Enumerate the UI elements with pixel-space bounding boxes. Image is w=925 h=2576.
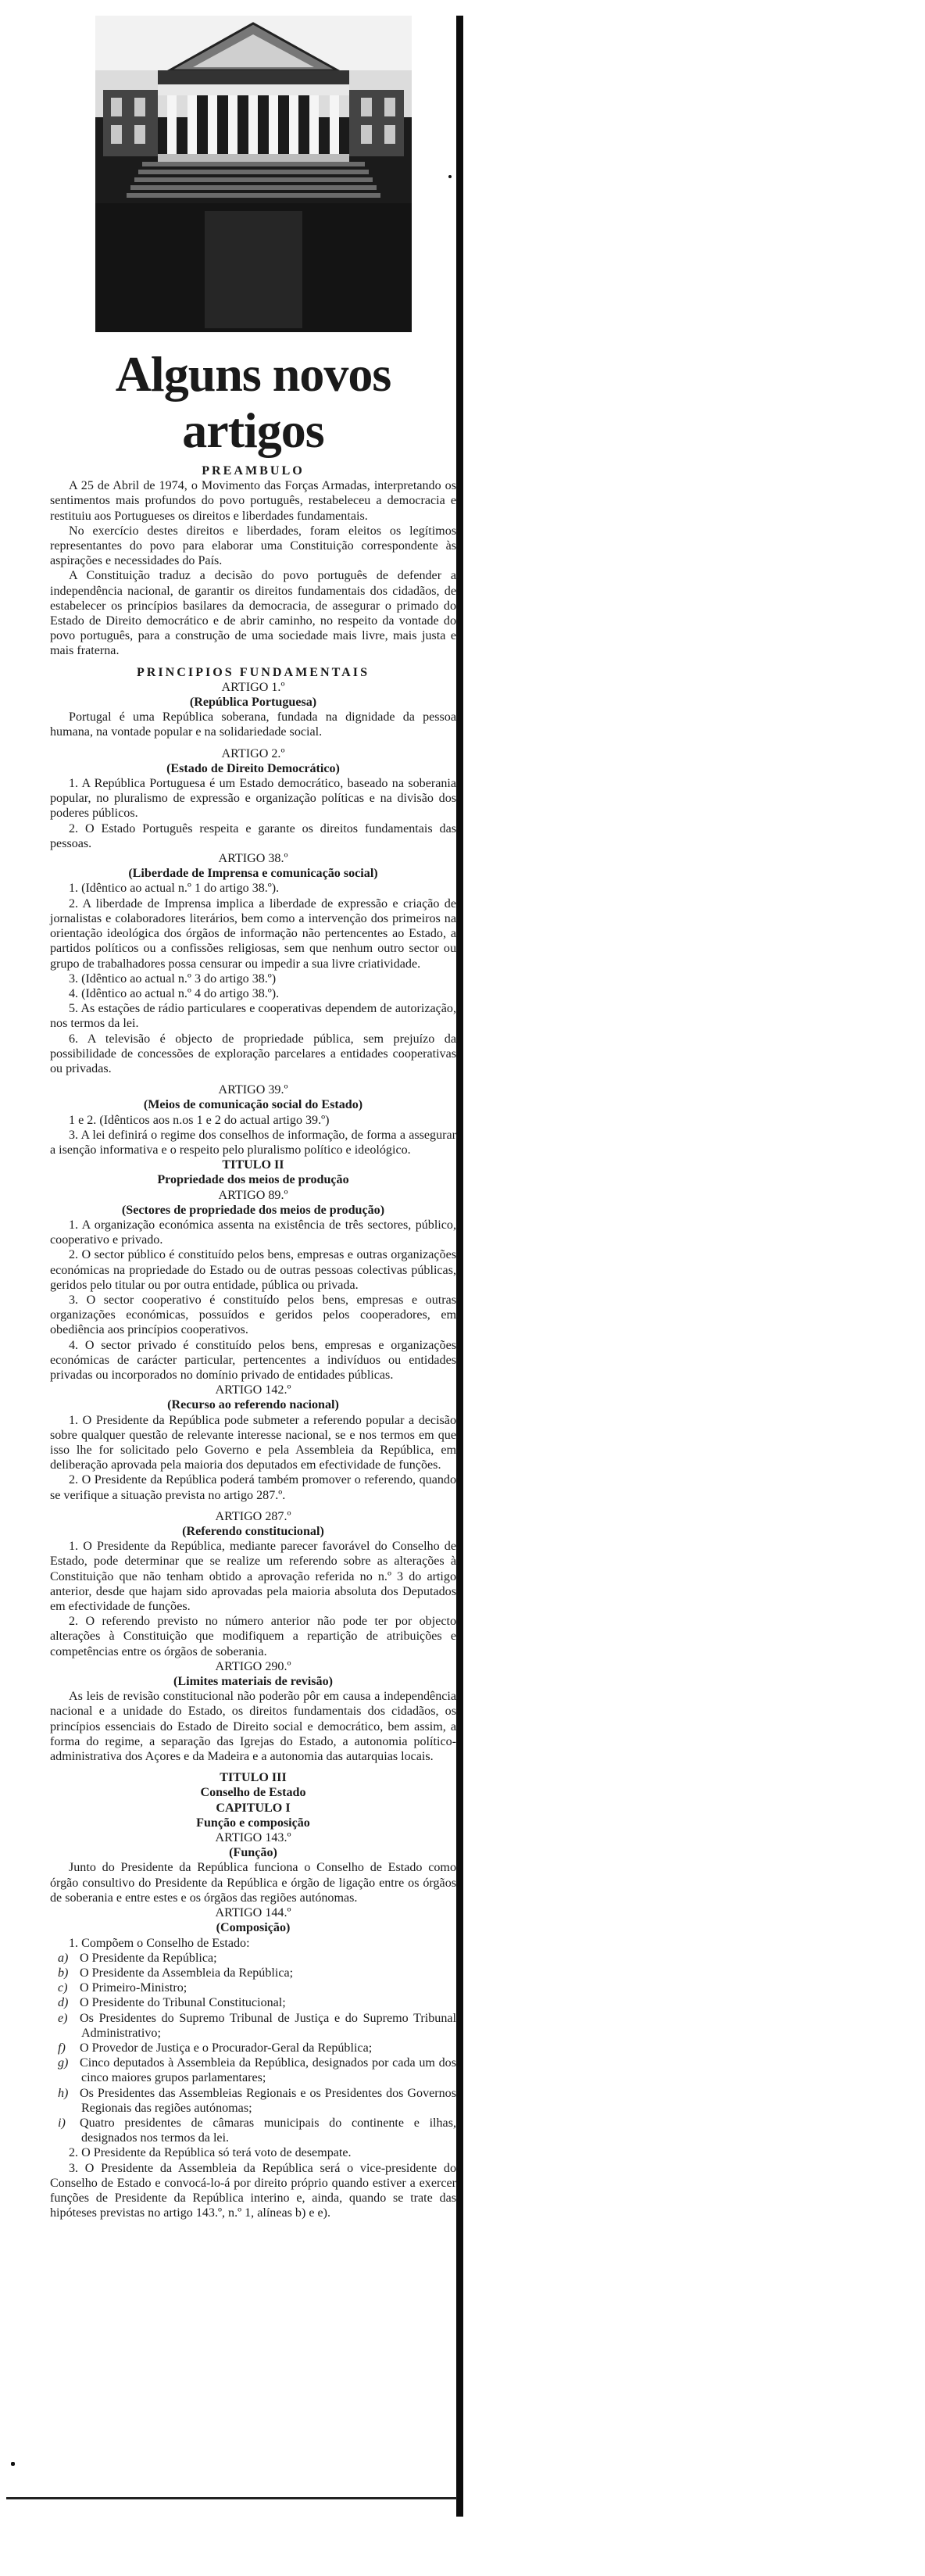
chapter-heading: CAPITULO I [216, 1801, 291, 1815]
paragraph: 2. O referendo previsto no número anterior não pode ter por objecto alterações à Constituição que modifiquem a repartição de atribuições e competências entre os órgãos de soberania. [50, 1615, 456, 1658]
paragraph: A 25 de Abril de 1974, o Movimento das Forças Armadas, interpretando os sentimentos mais profundos do povo português, restabeleceu a democracia e restituiu aos Portugueses os direitos e liberdades fundamentais. [50, 479, 456, 523]
paragraph: 2. A liberdade de Imprensa implica a liberdade de expressão e criação de jornalistas e colaboradores literários, bem como a intervenção dos primeiros na orientação ideológica dos órgãos de informação não pertencentes ao Estado, a partidos políticos ou a confissões religiosas, sem que nenhum outro sector ou grupo de trabalhadores possa censurar ou impedir a sua livre criatividade. [50, 896, 456, 971]
paragraph: 1. Compõem o Conselho de Estado: [69, 1936, 250, 1950]
paragraph: 1. O Presidente da República pode submeter a referendo popular a decisão sobre qualquer questão de relevante interesse nacional, se e nos termos em que isso lhe for solicitado pelo Governo e pela Assembleia da República, em deliberação aprovada pela maioria dos deputados em efectividade de funções. [50, 1413, 456, 1472]
paragraph: 3. A lei definirá o regime dos conselhos de informação, de forma a assegurar a isenção informativa e o respeito pelo pluralismo político e ideológico. [50, 1128, 456, 1157]
paragraph: 4. (Idêntico ao actual n.º 4 do artigo 38.º). [69, 986, 280, 1000]
article-title: ARTIGO 144.º [215, 1906, 291, 1920]
article-subtitle: (Sectores de propriedade dos meios de produção) [121, 1203, 385, 1217]
paragraph: No exercício destes direitos e liberdades, foram eleitos os legítimos representantes do povo para elaborar uma Constituição correspondente às aspirações e necessidades do País. [50, 524, 456, 568]
article-title: ARTIGO 290.º [215, 1659, 291, 1673]
article-body [50, 463, 456, 2220]
paragraph: 1. O Presidente da República, mediante parecer favorável do Conselho de Estado, pode determinar que se realize um referendo sobre as alterações à Constituição que não tenham obtido a aprovação referida no n.º 3 do artigo anterior, desde que hajam sido aprovadas pela maioria absoluta dos Deputados em efectividade de funções. [50, 1540, 456, 1614]
list-item: g) Cinco deputados à Assembleia da República, designados por cada um dos cinco maiores grupos parlamentares; [58, 2056, 456, 2085]
article-subtitle: (Meios de comunicação social do Estado) [143, 1098, 363, 1112]
article-title: ARTIGO 89.º [218, 1188, 288, 1202]
paragraph: 2. O Presidente da República só terá voto de desempate. [69, 2146, 352, 2160]
list-item: c) O Primeiro-Ministro; [58, 1981, 188, 1995]
paragraph: 6. A televisão é objecto de propriedade pública, sem prejuízo da possibilidade de concessões de exploração parcelares a entidades cooperativas ou privadas. [50, 1032, 456, 1075]
paragraph: 2. O sector público é constituído pelos bens, empresas e outras organizações económicas na propriedade do Estado ou de outras pessoas colectivas públicas, geridos pelo titular ou por outra entidade, pública ou privada. [50, 1248, 456, 1292]
article-subtitle: (Composição) [216, 1921, 291, 1935]
article-title: ARTIGO 143.º [215, 1831, 291, 1845]
list-item: b) O Presidente da Assembleia da República; [58, 1966, 294, 1980]
paragraph: 3. O sector cooperativo é constituído pelos bens, empresas e outras organizações económicas, possuídos e geridos pelos cooperadores, em obediência aos princípios cooperativos. [50, 1293, 456, 1337]
section-heading: PREAMBULO [202, 464, 305, 478]
paragraph: 1. A organização económica assenta na existência de três sectores, público, cooperativo e privado. [50, 1218, 456, 1247]
section-heading: PRINCIPIOS FUNDAMENTAIS [136, 665, 370, 679]
title-heading: TITULO III [220, 1771, 287, 1785]
paragraph: 4. O sector privado é constituído pelos bens, empresas e organizações económicas de carácter particular, pertencentes a indivíduos ou entidades privadas ou incorporados no domínio privado de entidades públicas. [50, 1338, 456, 1382]
article-title: ARTIGO 39.º [218, 1083, 288, 1097]
paragraph: 1. (Idêntico ao actual n.º 1 do artigo 38.º). [69, 882, 280, 896]
paragraph: 1 e 2. (Idênticos aos n.os 1 e 2 do actual artigo 39.º) [69, 1113, 330, 1127]
paragraph: Portugal é uma República soberana, fundada na dignidade da pessoa humana, na vontade popular e na solidariedade social. [50, 710, 456, 739]
paragraph: 2. O Estado Português respeita e garante os direitos fundamentais das pessoas. [50, 821, 456, 850]
title-heading: TITULO II [222, 1158, 284, 1172]
title-subheading: Conselho de Estado [200, 1786, 306, 1800]
list-item: a) O Presidente da República; [58, 1951, 217, 1965]
article-title: ARTIGO 287.º [215, 1509, 291, 1523]
list-item: f) O Provedor de Justiça e o Procurador-Geral da República; [58, 2041, 373, 2055]
article-title: ARTIGO 142.º [215, 1383, 291, 1397]
paragraph: 1. A República Portuguesa é um Estado democrático, baseado na soberania popular, no pluralismo de expressão e organização políticas e na divisão dos poderes públicos. [50, 777, 456, 821]
article-subtitle: (Referendo constitucional) [182, 1525, 324, 1539]
list-item: d) O Presidente do Tribunal Constitucional; [58, 1996, 286, 2010]
article-subtitle: (República Portuguesa) [189, 696, 317, 710]
article-subtitle: (Liberdade de Imprensa e comunicação social) [128, 867, 378, 881]
article-subtitle: (Estado de Direito Democrático) [166, 761, 340, 775]
paragraph: 2. O Presidente da República poderá também promover o referendo, quando se verifique a situação prevista no artigo 287.º. [50, 1473, 456, 1502]
article-title: ARTIGO 38.º [218, 852, 288, 866]
paragraph: As leis de revisão constitucional não poderão pôr em causa a independência nacional e a unidade do Estado, os direitos fundamentais dos cidadãos, os princípios essenciais do Estado de Direito social e democrático, bem assim, a forma do regime, a separação das Igrejas do Estado, a autonomia político-administrativa dos Açores e da Madeira e a autonomia das autarquias locais. [50, 1690, 456, 1764]
article-title: ARTIGO 2.º [221, 746, 285, 760]
page-edge-bar [456, 16, 463, 2517]
article-subtitle: (Limites materiais de revisão) [173, 1675, 333, 1689]
paragraph: 5. As estações de rádio particulares e cooperativas dependem de autorização, nos termos da lei. [50, 1002, 456, 1031]
page-bottom-rule [6, 2497, 457, 2499]
list-item: h) Os Presidentes das Assembleias Regionais e os Presidentes dos Governos Regionais das regiões autónomas; [58, 2086, 456, 2115]
newspaper-article [50, 16, 456, 2220]
headline: Alguns novos artigos [115, 346, 391, 458]
list-item: i) Quatro presidentes de câmaras municipais do continente e ilhas, designados nos termos da lei. [58, 2116, 456, 2145]
paragraph: A Constituição traduz a decisão do povo português de defender a independência nacional, de garantir os direitos fundamentais dos cidadãos, de estabelecer os princípios basilares da democracia, de assegurar o primado do Estado de Direito democrático e de abrir caminho, no respeito da vontade do povo português, para a construção de uma sociedade mais livre, mais justa e mais fraterna. [50, 569, 456, 658]
scan-speck [11, 2462, 15, 2466]
article-subtitle: (Recurso ao referendo nacional) [167, 1398, 339, 1412]
paragraph: 3. O Presidente da Assembleia da República será o vice-presidente do Conselho de Estado e convocá-lo-á por direito próprio quando estiver a exercer funções de Presidente da República interino e, ainda, quando se trate das hipóteses previstas no artigo 143.º, n.º 1, alíneas b) e e). [50, 2161, 456, 2220]
paragraph: Junto do Presidente da República funciona o Conselho de Estado como órgão consultivo do Presidente da República e órgão de ligação entre os órgãos de soberania e entre estes e os órgãos das regiões autónomas. [50, 1861, 456, 1905]
list-item: e) Os Presidentes do Supremo Tribunal de Justiça e do Supremo Tribunal Administrativo; [58, 2011, 456, 2040]
title-subheading: Propriedade dos meios de produção [157, 1173, 349, 1187]
article-subtitle: (Função) [229, 1846, 277, 1860]
article-title: ARTIGO 1.º [221, 680, 285, 694]
parliament-building-image [95, 16, 412, 332]
building-photo [95, 16, 412, 332]
paragraph: 3. (Idêntico ao actual n.º 3 do artigo 38.º) [69, 971, 277, 986]
chapter-subheading: Função e composição [196, 1816, 310, 1830]
